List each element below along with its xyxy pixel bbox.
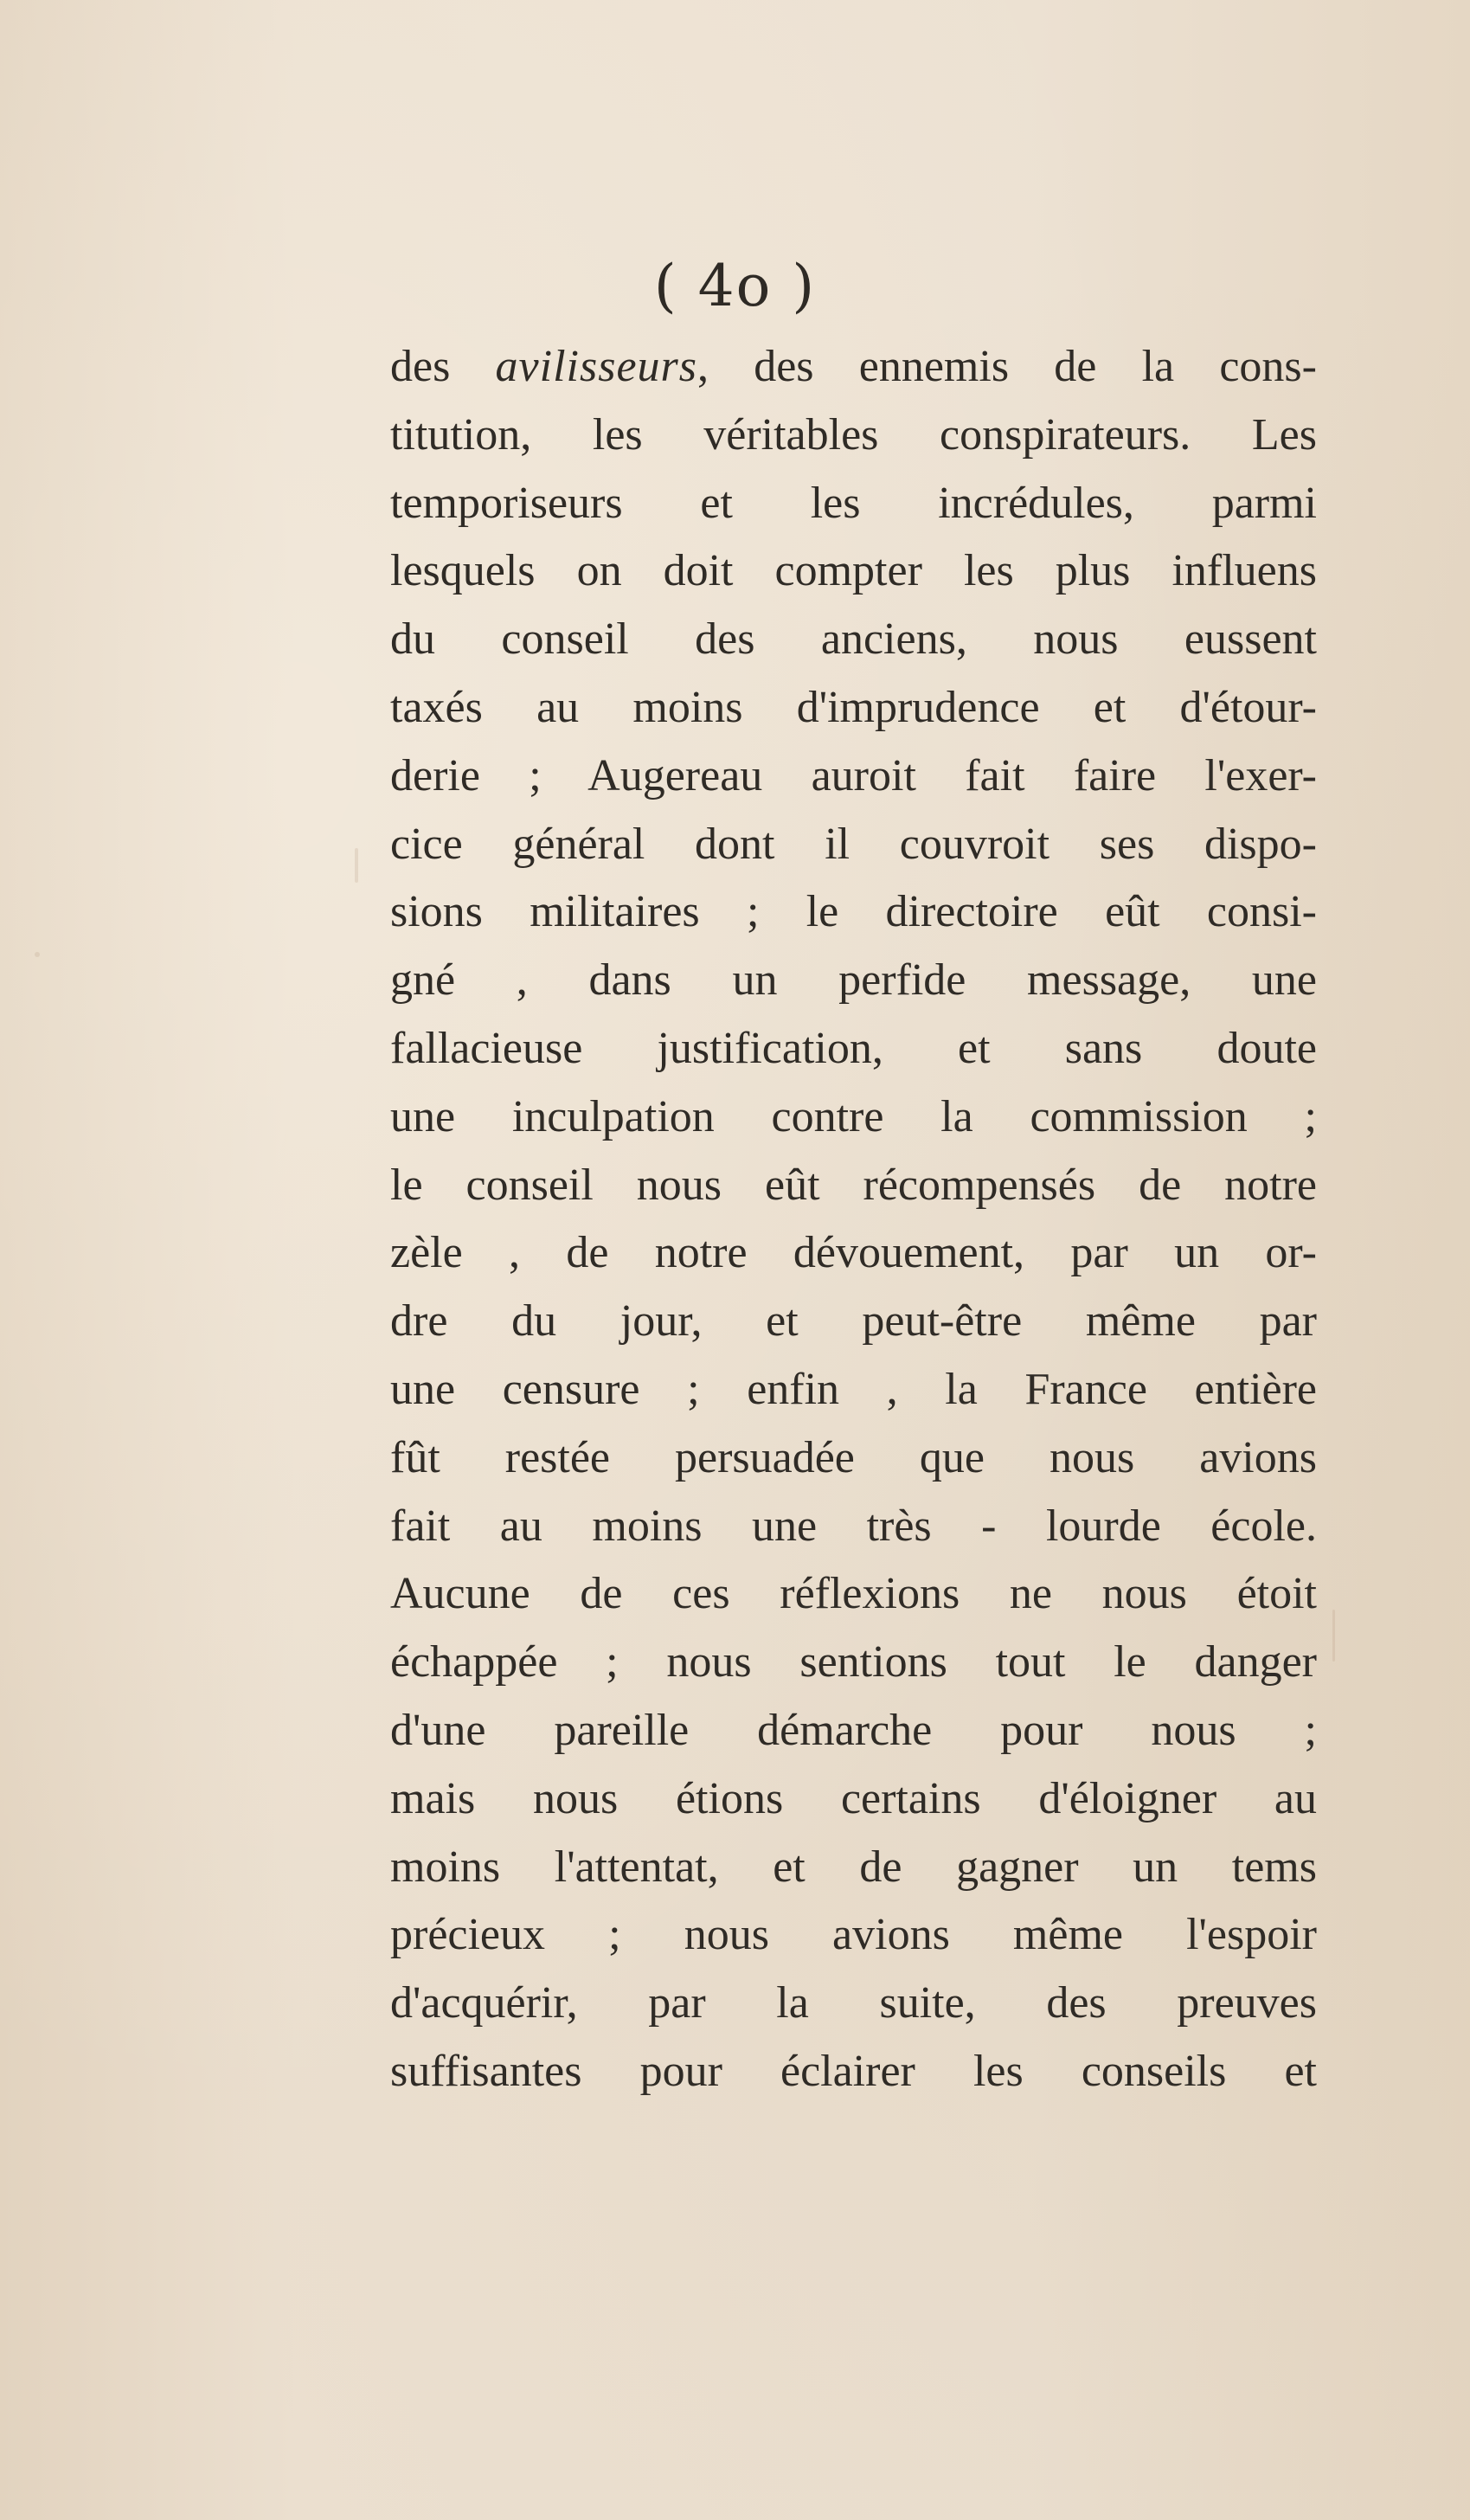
text-line: dre du jour, et peut-être même par — [390, 1296, 1317, 1347]
paper-spot — [35, 952, 40, 957]
body-text — [390, 333, 1317, 2106]
text-line: taxés au moins d'imprudence et d'étour- — [390, 682, 1317, 732]
text-line: fait au moins une très - lourde école. — [390, 1501, 1317, 1551]
paper-mark — [1332, 1610, 1335, 1662]
text-line: lesquels on doit compter les plus influens — [390, 546, 1317, 596]
italic-word: avilisseurs — [495, 342, 697, 391]
text-line: d'acquérir, par la suite, des preuves — [390, 1978, 1317, 2028]
text-line: titution, les véritables conspirateurs. Les — [390, 409, 1317, 460]
text-line: temporiseurs et les incrédules, parmi — [390, 478, 1317, 528]
text-line: du conseil des anciens, nous eussent — [390, 614, 1317, 665]
text-line: mais nous étions certains d'éloigner au — [390, 1773, 1317, 1823]
text-line: cice général dont il couvroit ses dispo- — [390, 819, 1317, 869]
text-line: précieux ; nous avions même l'espoir — [390, 1910, 1317, 1960]
paper-mark — [355, 848, 358, 883]
text-line: zèle , de notre dévouement, par un or- — [390, 1228, 1317, 1278]
text-line: fût restée persuadée que nous avions — [390, 1432, 1317, 1482]
text-line: échappée ; nous sentions tout le danger — [390, 1637, 1317, 1688]
text-line: gné , dans un perfide message, une — [390, 955, 1317, 1006]
page-number: ( 4o ) — [653, 253, 817, 319]
text-line: suffisantes pour éclairer les conseils et — [390, 2046, 1317, 2096]
text-line: d'une pareille démarche pour nous ; — [390, 1705, 1317, 1755]
text-line: une inculpation contre la commission ; — [390, 1091, 1317, 1141]
text-line: une censure ; enfin , la France entière — [390, 1364, 1317, 1414]
text-line: sions militaires ; le directoire eût consi- — [390, 887, 1317, 937]
text-line: moins l'attentat, et de gagner un tems — [390, 1842, 1317, 1892]
text-line: le conseil nous eût récompensés de notre — [390, 1160, 1317, 1210]
text-line — [390, 333, 1317, 402]
text-segment: des — [390, 342, 496, 391]
text-line: Aucune de ces réflexions ne nous étoit — [390, 1569, 1317, 1619]
text-line: derie ; Augereau auroit fait faire l'exer- — [390, 750, 1317, 800]
text-line: fallacieuse justification, et sans doute — [390, 1023, 1317, 1073]
text-segment: , des ennemis de la cons- — [697, 342, 1317, 391]
